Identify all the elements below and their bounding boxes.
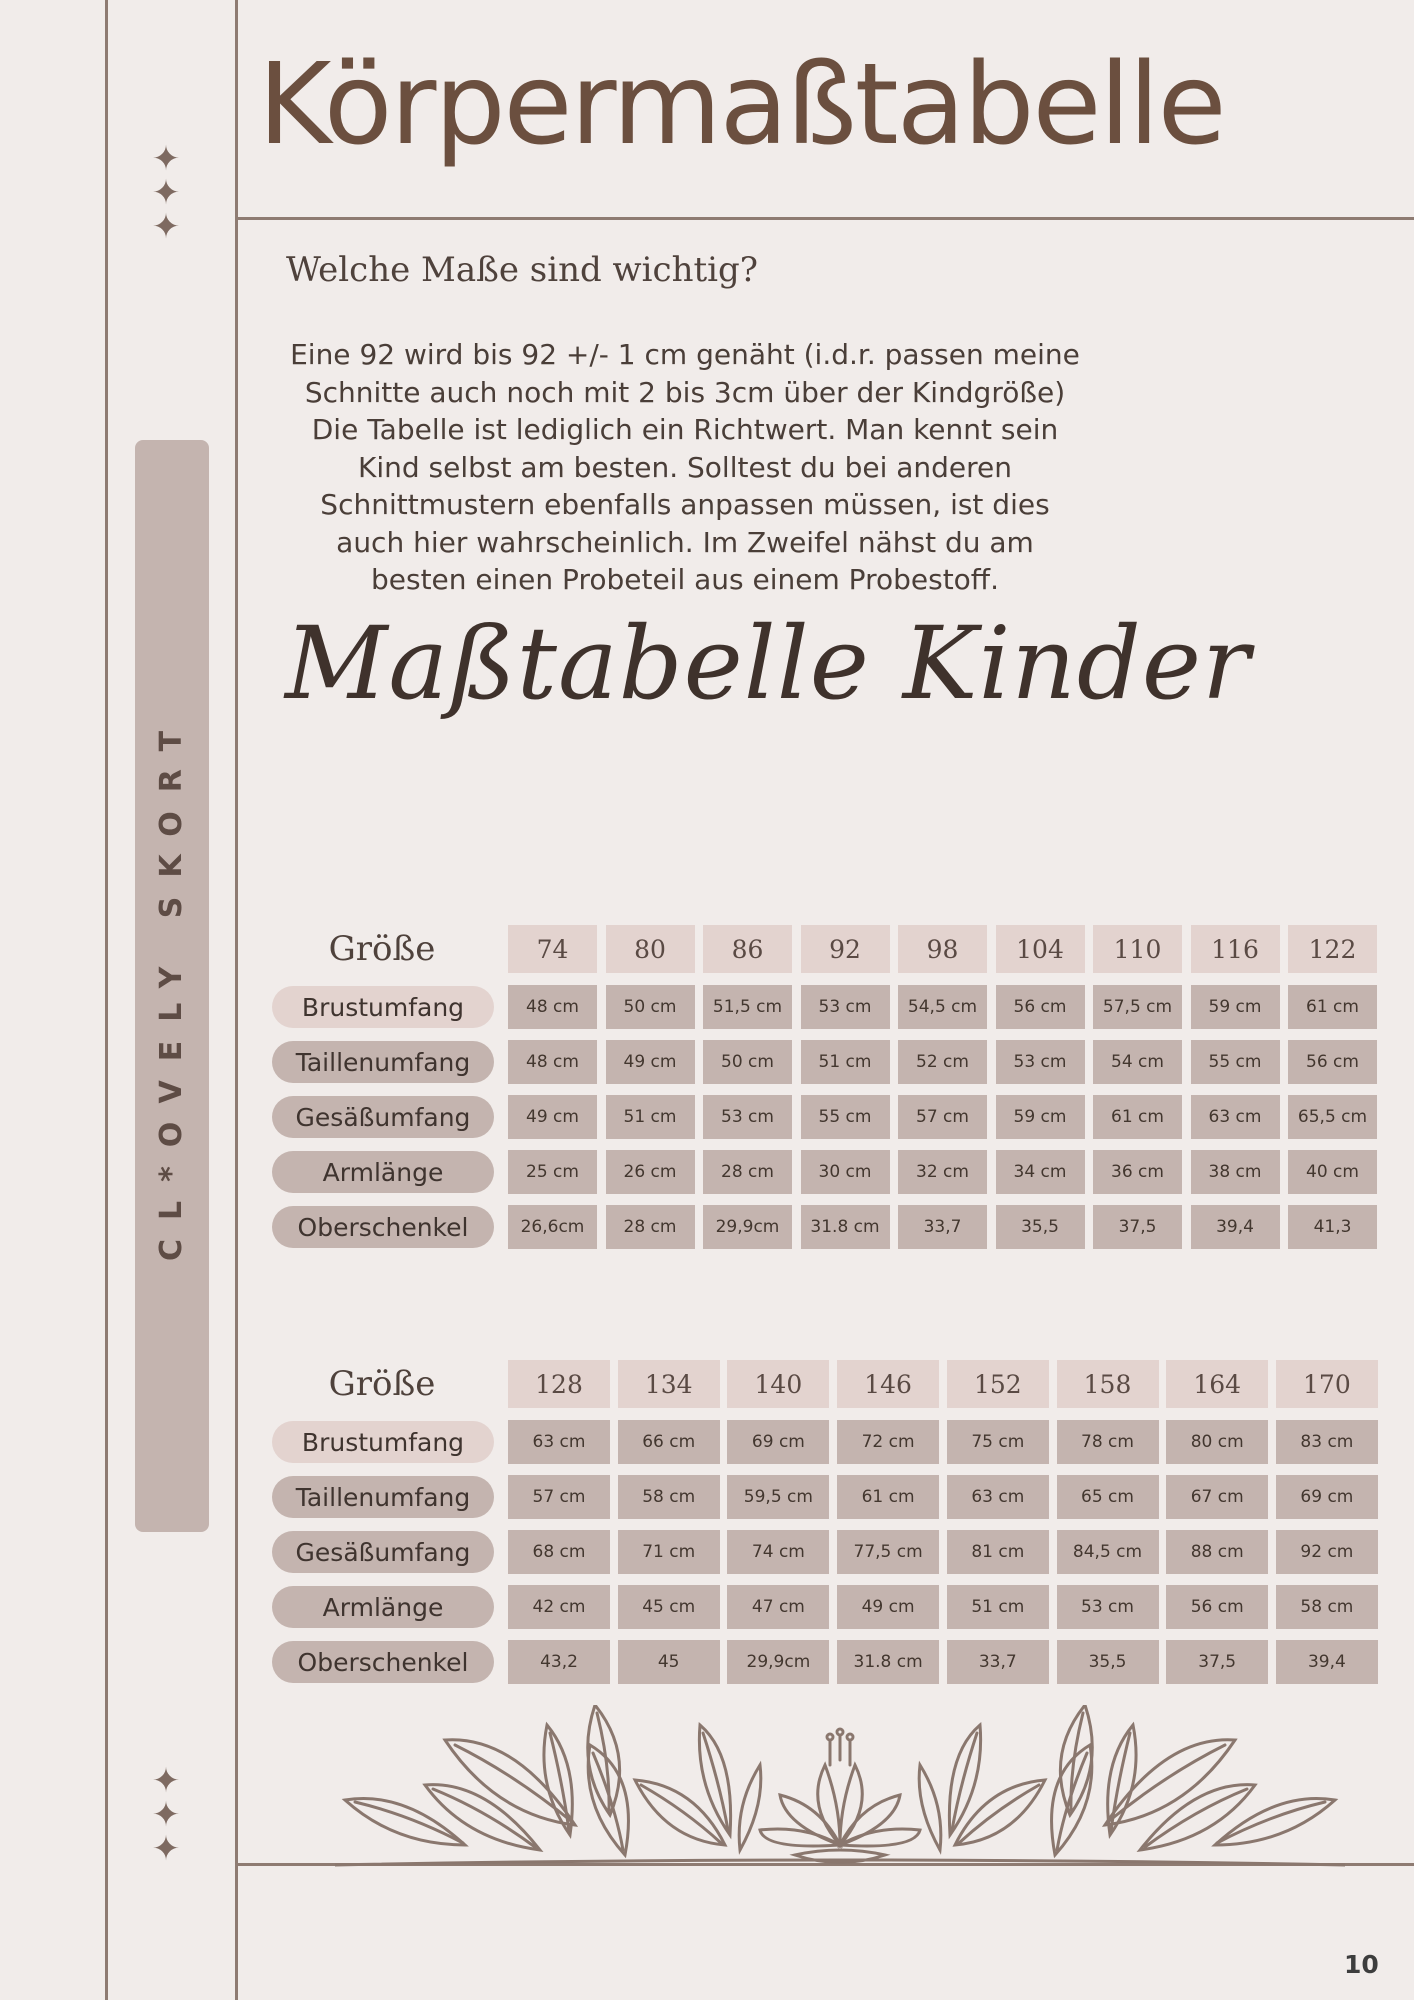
measurement-value-cell: 55 cm [801,1095,890,1139]
measurement-value-cell: 37,5 [1093,1205,1182,1249]
measurement-value-cell: 84,5 cm [1057,1530,1159,1574]
measurement-value-cell: 88 cm [1166,1530,1268,1574]
sparkle-stars-icon: ✦ ✦ ✦ [151,139,181,247]
size-header-cell: 164 [1166,1360,1268,1408]
measurement-label: Oberschenkel [272,1206,494,1248]
measurement-value-cell: 59 cm [1191,985,1280,1029]
measurement-value-cell: 57 cm [898,1095,987,1139]
size-header-cell: 158 [1057,1360,1159,1408]
measurement-value-cell: 59 cm [996,1095,1085,1139]
size-header-cell: 146 [837,1360,939,1408]
measurement-value-cell: 51 cm [801,1040,890,1084]
size-header-cell: 128 [508,1360,610,1408]
content-border-line [235,0,238,2000]
measurement-value-cell: 39,4 [1276,1640,1378,1684]
size-header-cell: 152 [947,1360,1049,1408]
size-header-cell: 104 [996,925,1085,973]
measurement-value-cell: 57 cm [508,1475,610,1519]
measurement-value-cell: 52 cm [898,1040,987,1084]
size-header-label: Größe [328,1364,436,1404]
measurement-label: Gesäßumfang [272,1531,494,1573]
measurement-value-cell: 66 cm [618,1420,720,1464]
measurement-value-cell: 54 cm [1093,1040,1182,1084]
measurement-value-cell: 55 cm [1191,1040,1280,1084]
size-header-cell: 140 [727,1360,829,1408]
title-divider [235,217,1414,220]
intro-paragraph: Eine 92 wird bis 92 +/- 1 cm genäht (i.d.r. passen meine Schnitte auch noch mit 2 bis 3cm über der Kindgröße) Die Tabelle ist lediglich ein Richtwert. Man kennt sein Kind selbst am besten. Solltest du bei anderen Schnittmustern ebenfalls anpassen müssen, ist dies auch hier wahrscheinlich. Im Zweifel nähst du am besten einen Probeteil aus einem Probestoff. [290,338,1080,596]
measurement-value-cell: 47 cm [727,1585,829,1629]
measurement-value-cell: 29,9cm [727,1640,829,1684]
measurement-value-cell: 41,3 [1288,1205,1377,1249]
measurement-value-cell: 61 cm [837,1475,939,1519]
page-title: Körpermaßtabelle [258,40,1225,170]
size-header-cell: 122 [1288,925,1377,973]
measurement-value-cell: 51 cm [606,1095,695,1139]
measurement-value-cell: 35,5 [1057,1640,1159,1684]
measurement-value-cell: 65 cm [1057,1475,1159,1519]
measurement-label: Taillenumfang [272,1476,494,1518]
measurement-value-cell: 25 cm [508,1150,597,1194]
measurement-value-cell: 56 cm [1166,1585,1268,1629]
measurement-value-cell: 69 cm [1276,1475,1378,1519]
measurement-value-cell: 38 cm [1191,1150,1280,1194]
measurement-value-cell: 63 cm [1191,1095,1280,1139]
measurement-value-cell: 50 cm [606,985,695,1029]
measurement-label: Armlänge [272,1586,494,1628]
measurement-value-cell: 49 cm [837,1585,939,1629]
measurement-value-cell: 53 cm [1057,1585,1159,1629]
measurement-value-cell: 43,2 [508,1640,610,1684]
measurement-label: Brustumfang [272,1421,494,1463]
measurement-value-cell: 29,9cm [703,1205,792,1249]
measurement-value-cell: 36 cm [1093,1150,1182,1194]
measurement-value-cell: 67 cm [1166,1475,1268,1519]
measurement-value-cell: 61 cm [1093,1095,1182,1139]
measurement-value-cell: 81 cm [947,1530,1049,1574]
measurement-value-cell: 58 cm [1276,1585,1378,1629]
measurement-value-cell: 53 cm [703,1095,792,1139]
measurement-value-cell: 30 cm [801,1150,890,1194]
measurement-value-cell: 61 cm [1288,985,1377,1029]
measurement-value-cell: 40 cm [1288,1150,1377,1194]
measurement-value-cell: 50 cm [703,1040,792,1084]
measurement-value-cell: 69 cm [727,1420,829,1464]
measurement-value-cell: 28 cm [606,1205,695,1249]
measurement-value-cell: 28 cm [703,1150,792,1194]
measurement-value-cell: 57,5 cm [1093,985,1182,1029]
measurement-value-cell: 26 cm [606,1150,695,1194]
measurement-value-cell: 72 cm [837,1420,939,1464]
measurement-value-cell: 39,4 [1191,1205,1280,1249]
size-header-cell: 92 [801,925,890,973]
measurement-value-cell: 34 cm [996,1150,1085,1194]
measurement-value-cell: 45 [618,1640,720,1684]
measurement-value-cell: 56 cm [1288,1040,1377,1084]
measurement-value-cell: 51,5 cm [703,985,792,1029]
measurement-value-cell: 78 cm [1057,1420,1159,1464]
measurement-value-cell: 31.8 cm [801,1205,890,1249]
size-header-cell: 98 [898,925,987,973]
measurement-value-cell: 33,7 [898,1205,987,1249]
measurement-value-cell: 92 cm [1276,1530,1378,1574]
measurement-value-cell: 83 cm [1276,1420,1378,1464]
measurement-value-cell: 63 cm [508,1420,610,1464]
brand-sidebar [135,440,209,1532]
measurement-label: Gesäßumfang [272,1096,494,1138]
measurement-value-cell: 59,5 cm [727,1475,829,1519]
size-header-cell: 116 [1191,925,1280,973]
measurement-value-cell: 37,5 [1166,1640,1268,1684]
size-header-cell: 134 [618,1360,720,1408]
size-header-label: Größe [328,929,436,969]
measurement-value-cell: 35,5 [996,1205,1085,1249]
measurement-value-cell: 77,5 cm [837,1530,939,1574]
measurement-label: Brustumfang [272,986,494,1028]
measurement-value-cell: 58 cm [618,1475,720,1519]
script-heading: Maßtabelle Kinder [285,605,1251,722]
measurement-value-cell: 68 cm [508,1530,610,1574]
measurement-value-cell: 74 cm [727,1530,829,1574]
size-header-cell: 74 [508,925,597,973]
measurement-label: Armlänge [272,1151,494,1193]
measurement-label: Taillenumfang [272,1041,494,1083]
measurement-value-cell: 45 cm [618,1585,720,1629]
measurement-value-cell: 54,5 cm [898,985,987,1029]
brand-name: CL*OVELY SKORT [154,711,190,1261]
measurement-value-cell: 26,6cm [508,1205,597,1249]
left-border-line [105,0,108,2000]
measurement-value-cell: 32 cm [898,1150,987,1194]
measurement-value-cell: 51 cm [947,1585,1049,1629]
size-header-cell: 80 [606,925,695,973]
size-header-cell: 110 [1093,925,1182,973]
measurement-value-cell: 80 cm [1166,1420,1268,1464]
measurement-value-cell: 31.8 cm [837,1640,939,1684]
size-header-cell: 86 [703,925,792,973]
sparkle-stars-icon: ✦ ✦ ✦ [151,1761,181,1869]
measurement-value-cell: 48 cm [508,1040,597,1084]
size-header-cell: 170 [1276,1360,1378,1408]
measurement-value-cell: 49 cm [606,1040,695,1084]
measurement-value-cell: 65,5 cm [1288,1095,1377,1139]
measurement-value-cell: 56 cm [996,985,1085,1029]
section-question: Welche Maße sind wichtig? [286,250,758,290]
measurement-value-cell: 53 cm [801,985,890,1029]
measurement-value-cell: 42 cm [508,1585,610,1629]
measurement-label: Oberschenkel [272,1641,494,1683]
measurement-value-cell: 48 cm [508,985,597,1029]
measurement-value-cell: 53 cm [996,1040,1085,1084]
measurement-value-cell: 49 cm [508,1095,597,1139]
measurement-value-cell: 71 cm [618,1530,720,1574]
measurement-value-cell: 33,7 [947,1640,1049,1684]
page-number: 10 [1344,1950,1379,1979]
measurement-value-cell: 75 cm [947,1420,1049,1464]
leaf-lotus-ornament-icon [335,1705,1345,1873]
measurement-value-cell: 63 cm [947,1475,1049,1519]
